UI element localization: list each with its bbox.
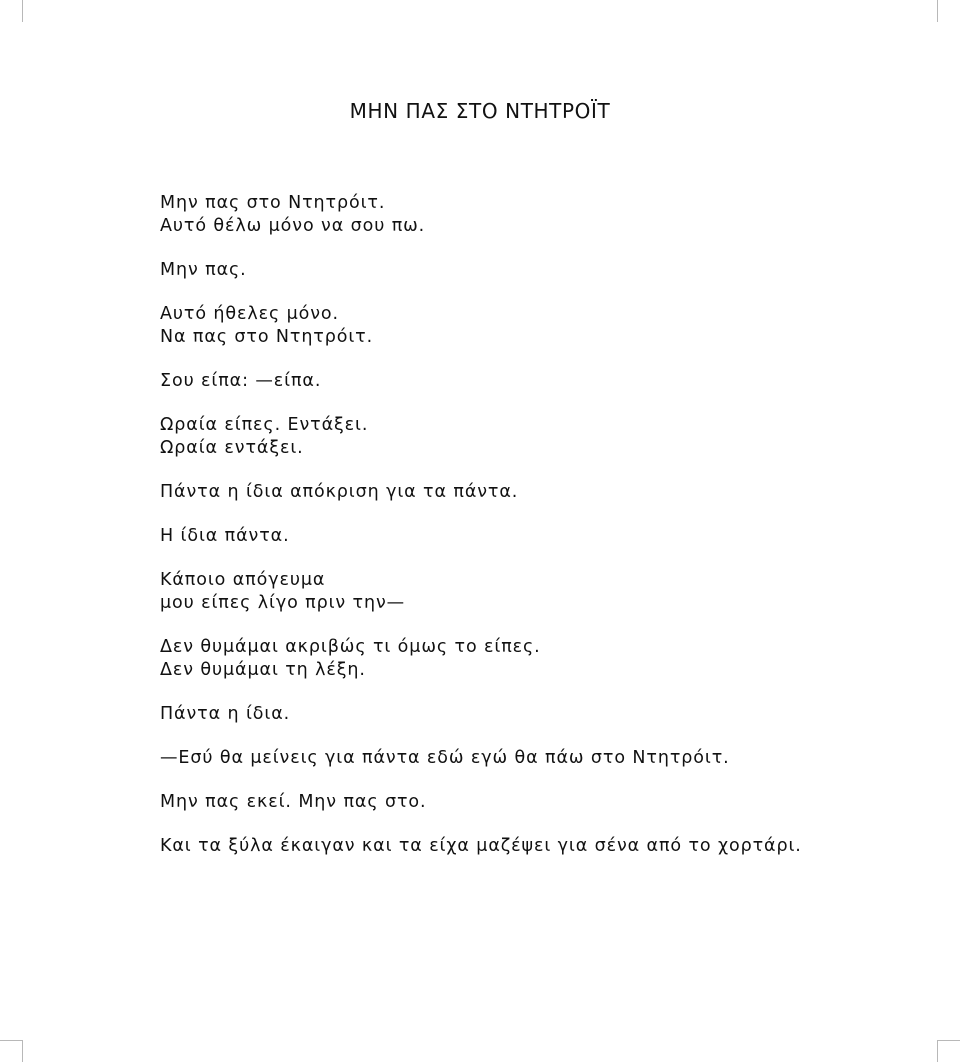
stanza: [160, 791, 920, 814]
poem-title: ΜΗΝ ΠΑΣ ΣΤΟ ΝΤΗΤΡΟΪΤ: [349, 99, 611, 123]
stanza: [160, 259, 920, 282]
stanza: [160, 303, 920, 349]
stanza: [160, 747, 920, 770]
poem-line: Ωραία εντάξει.: [160, 438, 304, 458]
poem-line: Μην πας εκεί. Μην πας στο.: [160, 792, 427, 812]
poem-line: Η ίδια πάντα.: [160, 526, 290, 546]
poem-line: Μην πας στο Ντητρόιτ.: [160, 193, 386, 213]
crop-mark-bottom-right-h: [938, 1040, 960, 1041]
stanza: [160, 835, 920, 858]
poem-line: Σου είπα: —είπα.: [160, 371, 322, 391]
stanza: [160, 370, 920, 393]
poem-line: μου είπες λίγο πριν την—: [160, 593, 406, 613]
poem-line: Κάποιο απόγευμα: [160, 570, 326, 590]
poem-line: Δεν θυμάμαι τη λέξη.: [160, 660, 366, 680]
poem-line: Αυτό θέλω μόνο να σου πω.: [160, 216, 426, 236]
poem-line: Αυτό ήθελες μόνο.: [160, 304, 339, 324]
crop-mark-top-right-v: [937, 0, 938, 22]
poem-line: Πάντα η ίδια.: [160, 704, 291, 724]
crop-mark-bottom-left-v: [22, 1040, 23, 1062]
poem-body: [160, 192, 920, 879]
stanza: [160, 636, 920, 682]
stanza: [160, 481, 920, 504]
stanza: [160, 414, 920, 460]
crop-mark-bottom-left-h: [0, 1040, 22, 1041]
stanza: [160, 192, 920, 238]
stanza: [160, 703, 920, 726]
poem-line: —Εσύ θα μείνεις για πάντα εδώ εγώ θα πάω στο Ντητρόιτ.: [160, 748, 730, 768]
poem-line: Δεν θυμάμαι ακριβώς τι όμως το είπες.: [160, 637, 541, 657]
crop-mark-bottom-right-v: [937, 1040, 938, 1062]
poem-line: Μην πας.: [160, 260, 247, 280]
stanza: [160, 569, 920, 615]
poem-line: Να πας στο Ντητρόιτ.: [160, 327, 374, 347]
poem-line: Και τα ξύλα έκαιγαν και τα είχα μαζέψει για σένα από το χορτάρι.: [160, 836, 802, 856]
stanza: [160, 525, 920, 548]
crop-mark-top-left-v: [22, 0, 23, 22]
poem-line: Ωραία είπες. Εντάξει.: [160, 415, 369, 435]
poem-line: Πάντα η ίδια απόκριση για τα πάντα.: [160, 482, 519, 502]
